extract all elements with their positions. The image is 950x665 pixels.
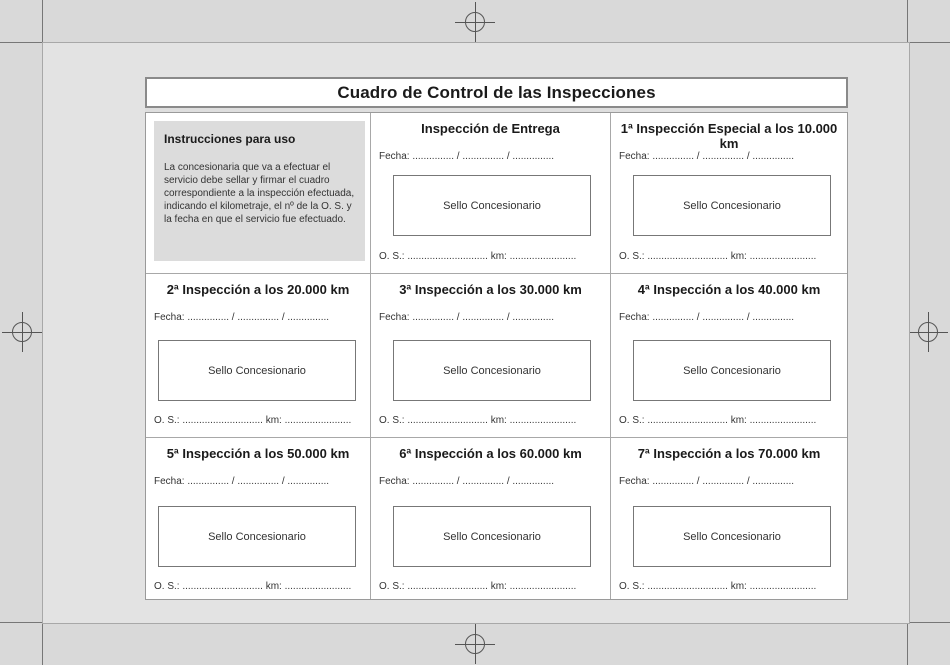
inspection-title: 1ª Inspección Especial a los 10.000 km xyxy=(620,121,838,151)
inspection-cell xyxy=(611,113,847,274)
inspection-cell xyxy=(371,274,611,438)
date-field[interactable]: Fecha: ............... / ............... / ............... xyxy=(154,476,330,487)
date-field[interactable]: Fecha: ............... / ............... / ............... xyxy=(154,312,330,323)
instructions-cell xyxy=(146,113,371,274)
inspection-title: Inspección de Entrega xyxy=(421,121,560,136)
inspection-grid xyxy=(145,112,848,600)
os-km-field[interactable]: O. S.: ............................. km: ........................ xyxy=(619,415,817,426)
inspection-title: 4ª Inspección a los 40.000 km xyxy=(637,282,821,297)
inspection-title: 2ª Inspección a los 20.000 km xyxy=(166,282,350,297)
inspection-cell xyxy=(611,274,847,438)
os-km-field[interactable]: O. S.: ............................. km: ........................ xyxy=(619,581,817,592)
inspection-cell xyxy=(146,274,371,438)
dealer-stamp-box: Sello Concesionario xyxy=(393,175,591,236)
instructions-box xyxy=(154,121,365,261)
date-field[interactable]: Fecha: ............... / ............... / ............... xyxy=(619,476,795,487)
inspection-cell xyxy=(371,113,611,274)
dealer-stamp-box: Sello Concesionario xyxy=(393,340,591,401)
instructions-title: Instrucciones para uso xyxy=(164,132,296,146)
inspection-cell xyxy=(611,438,847,599)
registration-mark-icon xyxy=(2,312,42,352)
date-field[interactable]: Fecha: ............... / ............... / ............... xyxy=(379,151,555,162)
trim-mark xyxy=(907,0,908,42)
inspection-title: 6ª Inspección a los 60.000 km xyxy=(399,446,582,461)
dealer-stamp-box: Sello Concesionario xyxy=(633,340,831,401)
trim-mark xyxy=(908,622,950,623)
date-field[interactable]: Fecha: ............... / ............... / ............... xyxy=(379,476,555,487)
inspection-title: 5ª Inspección a los 50.000 km xyxy=(166,446,350,461)
os-km-field[interactable]: O. S.: ............................. km: ........................ xyxy=(379,415,577,426)
dealer-stamp-box: Sello Concesionario xyxy=(633,175,831,236)
os-km-field[interactable]: O. S.: ............................. km: ........................ xyxy=(154,581,352,592)
trim-mark xyxy=(42,0,43,42)
dealer-stamp-box: Sello Concesionario xyxy=(633,506,831,567)
dealer-stamp-box: Sello Concesionario xyxy=(393,506,591,567)
date-field[interactable]: Fecha: ............... / ............... / ............... xyxy=(619,312,795,323)
instructions-body: La concesionaria que va a efectuar el servicio debe sellar y firmar el cuadro correspondiente a la inspección efectuada, indicando el kilometraje, el nº de la O. S. y la fecha en que el servicio fue efectuado. xyxy=(164,162,355,225)
os-km-field[interactable]: O. S.: ............................. km: ........................ xyxy=(379,251,577,262)
registration-mark-icon xyxy=(455,2,495,42)
date-field[interactable]: Fecha: ............... / ............... / ............... xyxy=(379,312,555,323)
trim-mark xyxy=(908,42,950,43)
inspection-title: 7ª Inspección a los 70.000 km xyxy=(637,446,821,461)
inspection-cell xyxy=(371,438,611,599)
trim-mark xyxy=(42,622,43,665)
registration-mark-icon xyxy=(455,624,495,664)
inspection-title: 3ª Inspección a los 30.000 km xyxy=(399,282,582,297)
trim-mark xyxy=(0,42,42,43)
inspection-control-panel xyxy=(145,77,848,599)
dealer-stamp-box: Sello Concesionario xyxy=(158,506,356,567)
trim-mark xyxy=(907,622,908,665)
registration-mark-icon xyxy=(908,312,948,352)
inspection-cell xyxy=(146,438,371,599)
trim-mark xyxy=(0,622,42,623)
date-field[interactable]: Fecha: ............... / ............... / ............... xyxy=(619,151,795,162)
os-km-field[interactable]: O. S.: ............................. km: ........................ xyxy=(619,251,817,262)
page-title: Cuadro de Control de las Inspecciones xyxy=(145,77,848,108)
os-km-field[interactable]: O. S.: ............................. km: ........................ xyxy=(154,415,352,426)
dealer-stamp-box: Sello Concesionario xyxy=(158,340,356,401)
os-km-field[interactable]: O. S.: ............................. km: ........................ xyxy=(379,581,577,592)
